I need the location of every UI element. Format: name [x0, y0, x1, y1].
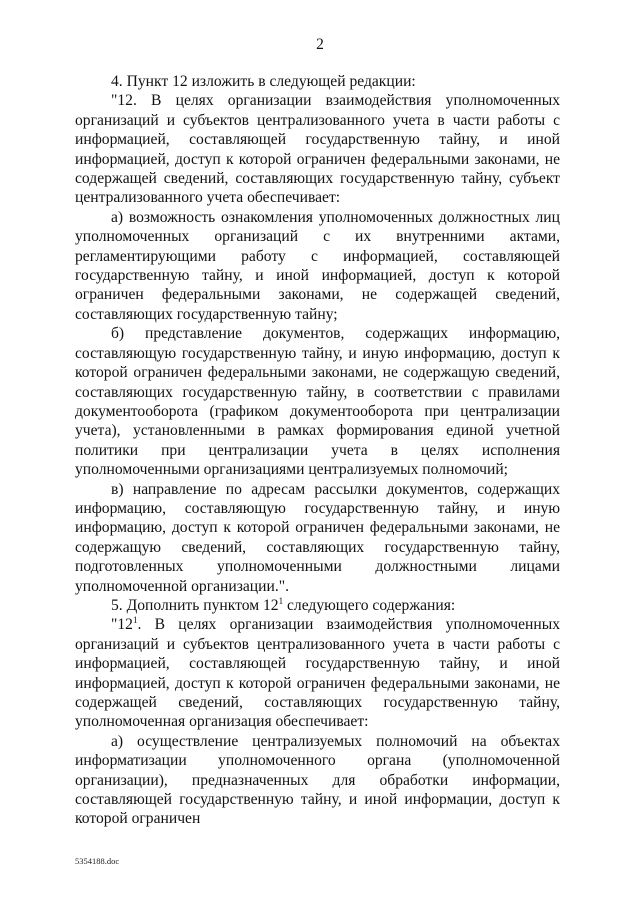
subparagraph-a: а) возможность ознакомления уполномоченных должностных лиц уполномоченных организаций с их внутренними актами, регламентирующими работу с информацией, составляющей государственную тайну, и иной информацией, доступ к которой ограничен федеральными законами, не содержащей сведений, составляющих государственную тайну; — [75, 208, 560, 323]
page-number: 2 — [316, 36, 324, 53]
item-5-text-before: 5. Дополнить пунктом 12 — [111, 596, 279, 614]
document-file-code: 5354188.doc — [75, 856, 120, 866]
paragraph-point-12: "12. В целях организации взаимодействия уполномоченных организаций и субъектов централизованного учета в части работы с информацией, составляющей государственную тайну, и иной информацией, доступ к которой ограничен федеральными законами, не содержащей сведений, составляющих государственную тайну, субъект централизованного учета обеспечивает: — [75, 92, 560, 207]
document-body — [75, 72, 560, 829]
paragraph-point-12-1 — [75, 615, 560, 731]
subparagraph-v: в) направление по адресам рассылки документов, содержащих информацию, составляющую государственную тайну, и иную информацию, доступ к которой ограничен федеральными законами, не содержащую сведений, составляющих государственную тайну, подготовленных уполномоченными должностными лицами уполномоченной организации.". — [75, 480, 560, 595]
point-12-1-text-after: . В целях организации взаимодействия уполномоченных организаций и субъектов централизованного учета в части работы с информацией, составляющей государственную тайну, и иной информацией, доступ к которой ограничен федеральными законами, не содержащей сведений, составляющих государственную тайну, уполномоченная организация обеспечивает: — [75, 616, 560, 731]
subparagraph-b: б) представление документов, содержащих информацию, составляющую государственную тайну, и иную информацию, доступ к которой ограничен федеральными законами, не содержащую сведений, составляющих государственную тайну, в соответствии с правилами документооборота (графиком документооборота при централизации учета), установленными в рамках формирования единой учетной политики при централизации учета в целях исполнения уполномоченными организациями централизуемых полномочий; — [75, 325, 560, 479]
paragraph-item-4: 4. Пункт 12 изложить в следующей редакции: — [111, 73, 416, 90]
item-5-superscript: 1 — [278, 595, 284, 606]
item-5-text-after: следующего содержания: — [283, 596, 456, 614]
point-12-1-superscript: 1 — [132, 615, 138, 626]
point-12-1-text-before: "12 — [111, 616, 133, 634]
subparagraph-a-2: а) осуществление централизуемых полномочий на объектах информатизации уполномоченного органа (уполномоченной организации), предназначенных для обработки информации, составляющей государственную тайну, и иной информации, доступ к которой ограничен — [75, 732, 560, 828]
paragraph-item-5 — [75, 596, 560, 615]
